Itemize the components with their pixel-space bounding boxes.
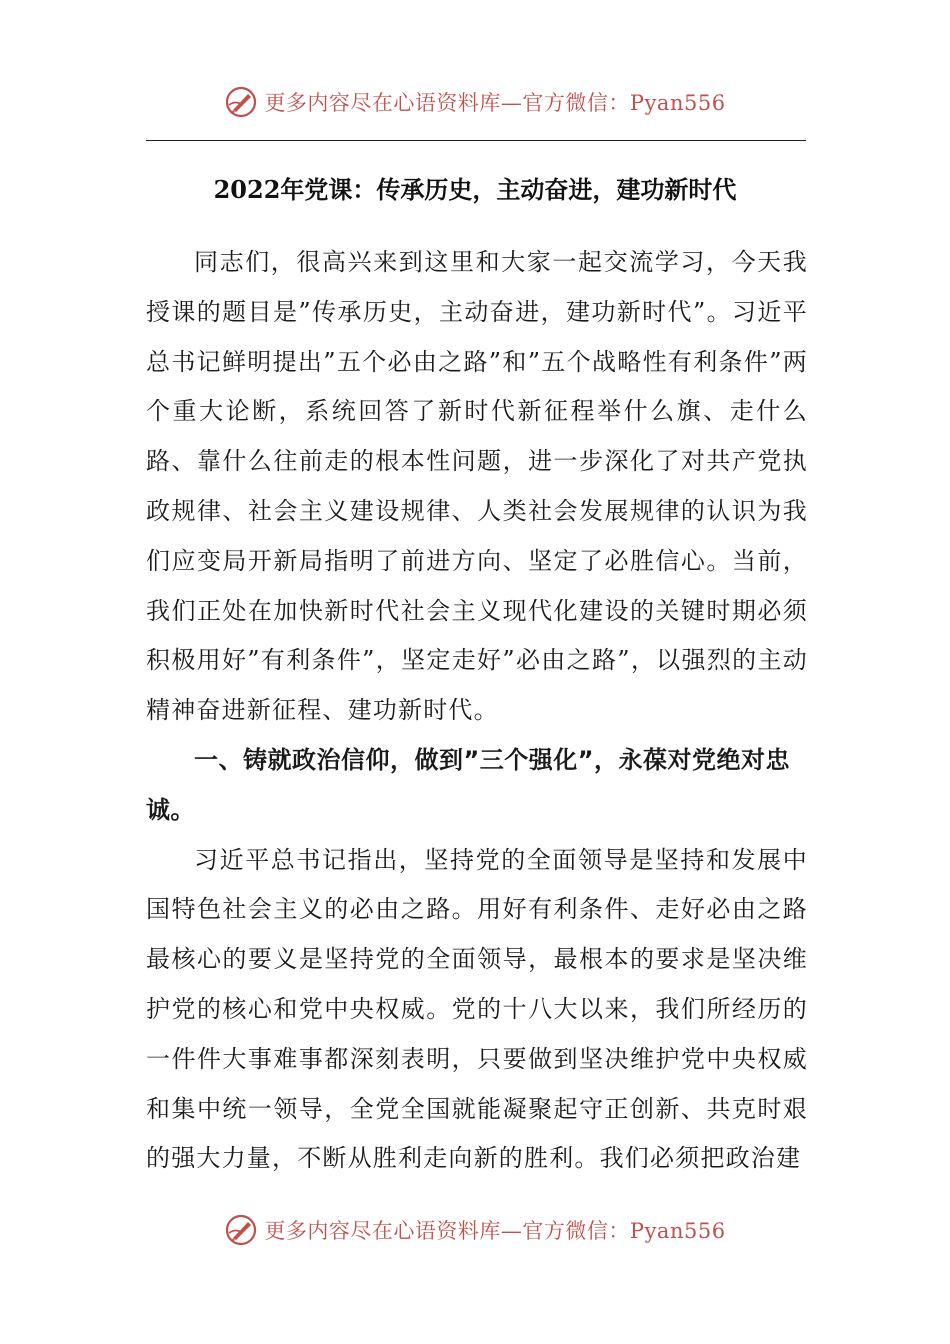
- header-rule: [146, 140, 806, 141]
- footer-watermark: [0, 1210, 950, 1250]
- watermark-text: 更多内容尽在心语资料库—官方微信：Pyan556: [264, 91, 726, 115]
- document-title: 2022年党课：传承历史，主动奋进，建功新时代: [213, 175, 737, 204]
- paragraph: 习近平总书记指出，坚持党的全面领导是坚持和发展中国特色社会主义的必由之路。用好有利条件、走好必由之路最核心的要义是坚持党的全面领导，最根本的要求是坚决维护党的核心和党中央权威。党的十八大以来，我们所经历的一件件大事难事都深刻表明，只要做到坚决维护党中央权威和集中统一领导，全党全国就能凝聚起守正创新、共克时艰的强大力量，不断从胜利走向新的胜利。我们必须把政治建: [146, 845, 808, 1173]
- header-watermark: [0, 82, 950, 122]
- section-heading: 一、铸就政治信仰，做到”三个强化”，永葆对党绝对忠诚。: [146, 745, 791, 824]
- document-body: [146, 238, 808, 1184]
- pen-logo-icon: [224, 85, 258, 119]
- pen-logo-icon: [224, 1213, 258, 1247]
- paragraph: 同志们，很高兴来到这里和大家一起交流学习，今天我授课的题目是”传承历史，主动奋进，建功新时代”。习近平总书记鲜明提出”五个必由之路”和”五个战略性有利条件”两个重大论断，系统回答了新时代新征程举什么旗、走什么路、靠什么往前走的根本性问题，进一步深化了对共产党执政规律、社会主义建设规律、人类社会发展规律的认识为我们应变局开新局指明了前进方向、坚定了必胜信心。当前，我们正处在加快新时代社会主义现代化建设的关键时期必须积极用好”有利条件”，坚定走好”必由之路”，以强烈的主动精神奋进新征程、建功新时代。: [146, 248, 808, 725]
- watermark-text: 更多内容尽在心语资料库—官方微信：Pyan556: [264, 1219, 726, 1243]
